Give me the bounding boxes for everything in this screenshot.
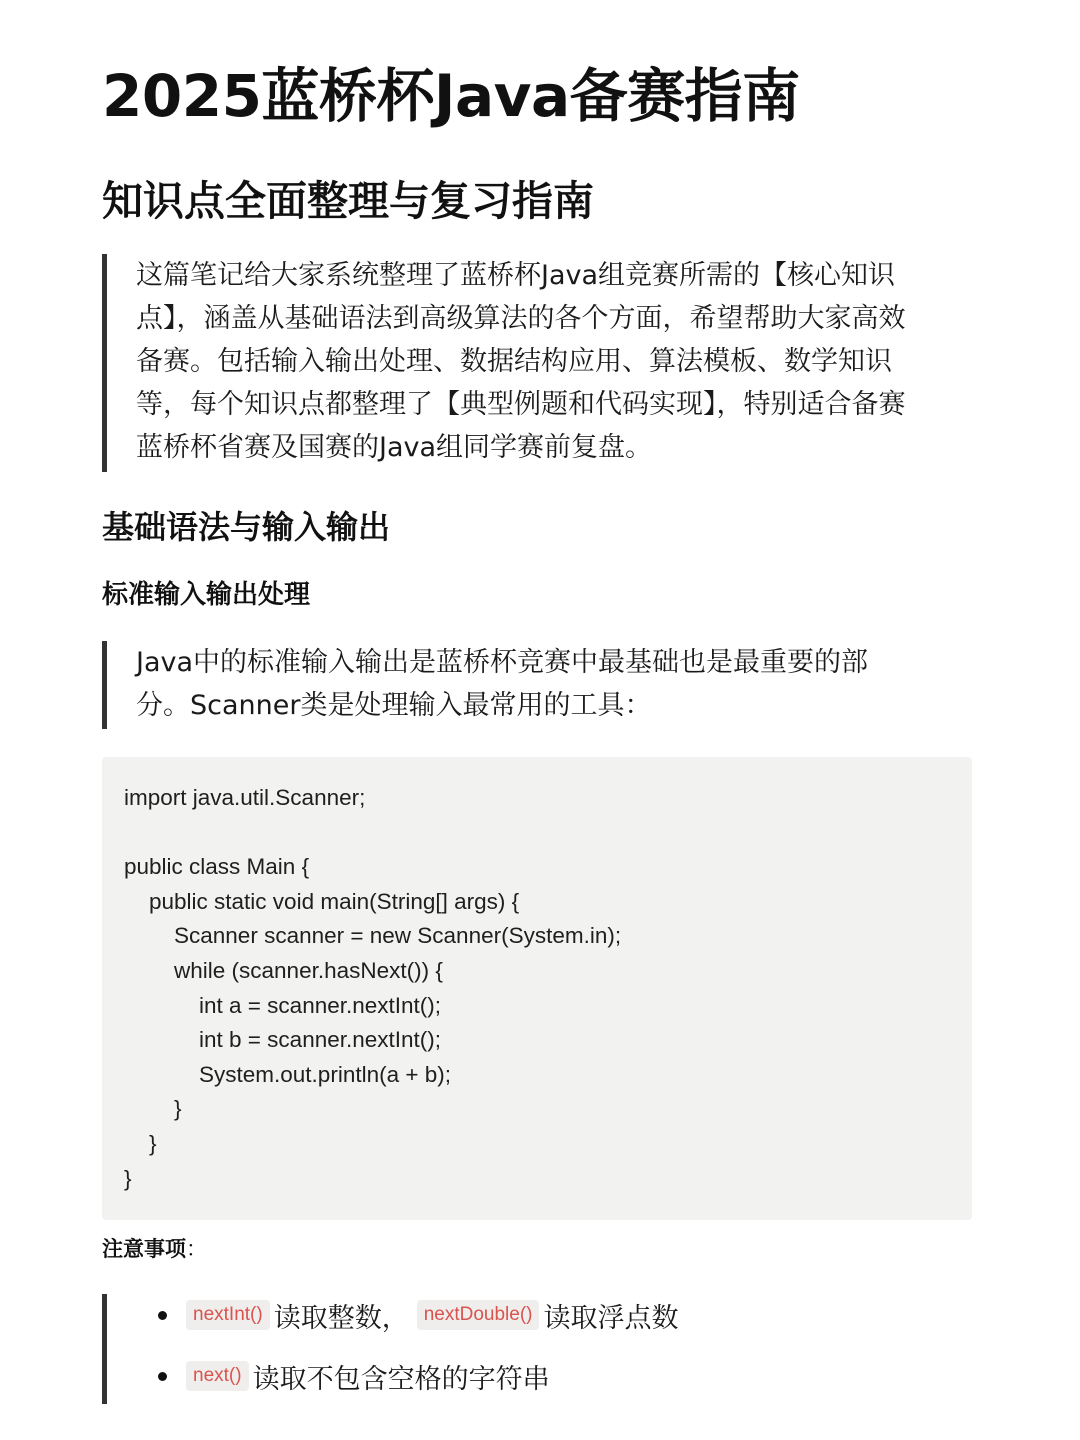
intro-line: 蓝桥杯省赛及国赛的Java组同学赛前复盘。: [136, 432, 653, 463]
code-line: public static void main(String[] args) {: [124, 888, 520, 914]
notes-label-text: 注意事项: [102, 1237, 186, 1261]
notes-list: [102, 1294, 972, 1404]
section-heading: 基础语法与输入输出: [102, 508, 391, 546]
code-line: }: [124, 1165, 132, 1191]
inline-code: nextDouble(): [417, 1300, 540, 1330]
notes-label: [102, 1232, 207, 1266]
inline-code: next(): [186, 1361, 249, 1391]
code-line: while (scanner.hasNext()) {: [124, 957, 443, 983]
intro-line: 点】，涵盖从基础语法到高级算法的各个方面，希望帮助大家高效: [136, 303, 906, 334]
code-line: [124, 816, 950, 851]
list-item-content: [186, 1295, 678, 1335]
bullet-dot-icon: [158, 1311, 167, 1320]
stdio-line: Java中的标准输入输出是蓝桥杯竞赛中最基础也是最重要的部: [136, 647, 869, 678]
code-block[interactable]: [102, 757, 972, 1220]
intro-line: 这篇笔记给大家系统整理了蓝桥杯Java组竞赛所需的【核心知识: [136, 260, 896, 291]
list-item-content: [186, 1356, 550, 1396]
page-title: 2025蓝桥杯Java备赛指南: [102, 62, 800, 130]
code-line: }: [124, 1130, 157, 1156]
code-line: int b = scanner.nextInt();: [124, 1027, 442, 1053]
intro-line: 等，每个知识点都整理了【典型例题和代码实现】，特别适合备赛: [136, 389, 906, 420]
code-line: System.out.println(a + b);: [124, 1061, 451, 1087]
page-subtitle: 知识点全面整理与复习指南: [102, 177, 594, 225]
bullet-dot-icon: [158, 1372, 167, 1381]
stdio-line: 分。Scanner类是处理输入最常用的工具：: [136, 690, 652, 721]
intro-blockquote: [102, 254, 972, 472]
inline-code: nextInt(): [186, 1300, 270, 1330]
note-text: 读取整数，: [273, 1302, 409, 1334]
section-subheading: 标准输入输出处理: [102, 580, 311, 610]
notes-label-colon: ：: [186, 1237, 207, 1261]
code-line: import java.util.Scanner;: [124, 785, 366, 810]
code-line: }: [124, 1096, 182, 1122]
intro-line: 备赛。包括输入输出处理、数据结构应用、算法模板、数学知识: [136, 346, 892, 377]
code-line: Scanner scanner = new Scanner(System.in);: [124, 923, 622, 949]
stdio-blockquote: [102, 641, 972, 729]
code-line: public class Main {: [124, 854, 310, 880]
note-text: 读取浮点数: [543, 1302, 679, 1334]
note-text: 读取不包含空格的字符串: [252, 1363, 550, 1395]
code-line: int a = scanner.nextInt();: [124, 992, 442, 1018]
